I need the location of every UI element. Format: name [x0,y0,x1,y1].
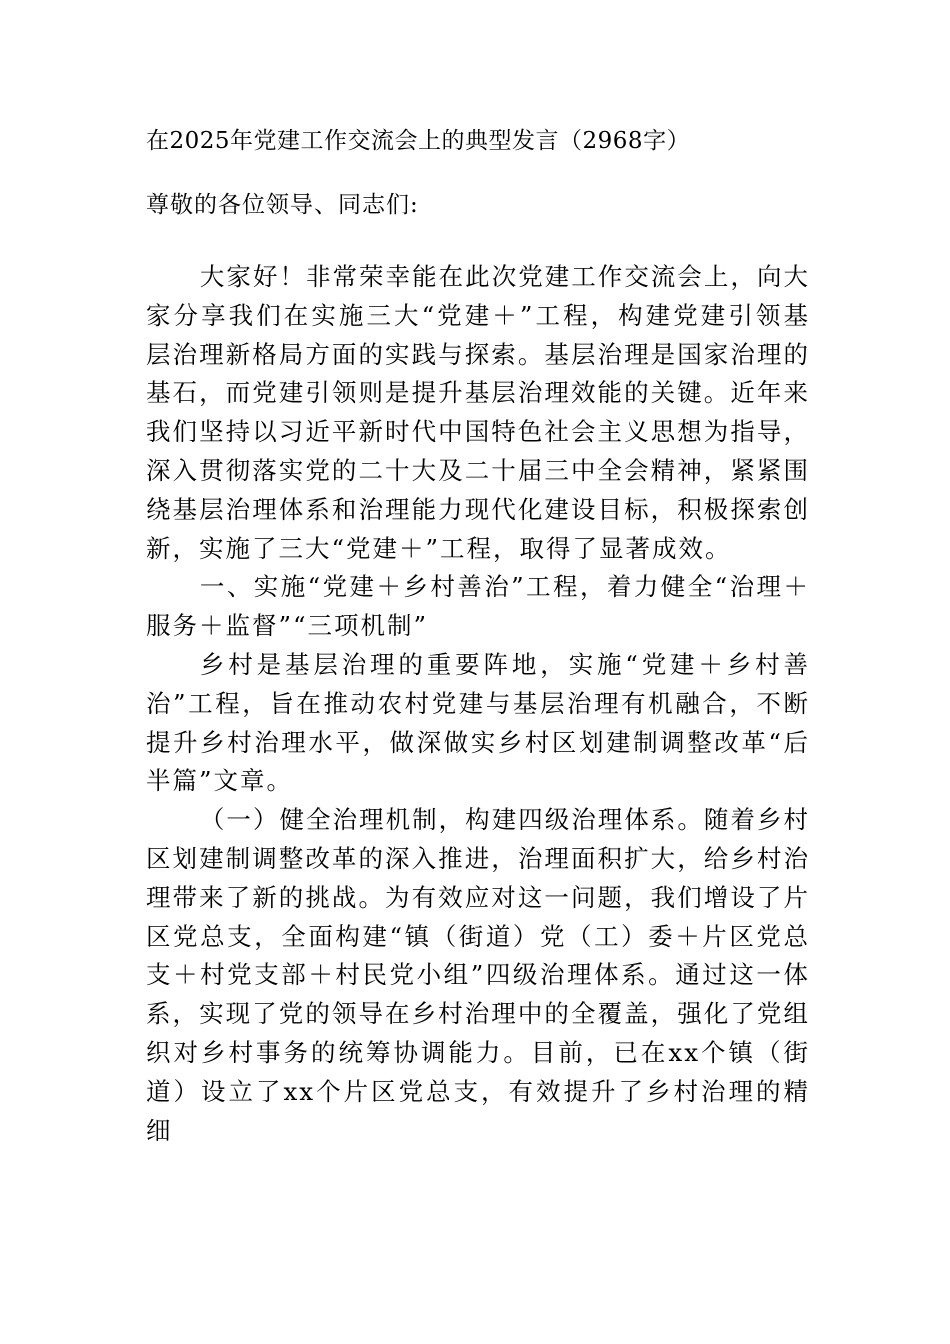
document-title: 在2025年党建工作交流会上的典型发言（2968字） [146,128,691,154]
paragraph-section-1: 乡村是基层治理的重要阵地，实施“党建＋乡村善治”工程，旨在推动农村党建与基层治理有机融合，不断提升乡村治理水平，做深做实乡村区划建制调整改革“后半篇”文章。 [146,649,810,796]
paragraph-intro: 大家好！非常荣幸能在此次党建工作交流会上，向大家分享我们在实施三大“党建＋”工程，构建党建引领基层治理新格局方面的实践与探索。基层治理是国家治理的基石，而党建引领则是提升基层治理效能的关键。近年来我们坚持以习近平新时代中国特色社会主义思想为指导，深入贯彻落实党的二十大及二十届三中全会精神，紧紧围绕基层治理体系和治理能力现代化建设目标，积极探索创新，实施了三大“党建＋”工程，取得了显著成效。 [146,262,810,563]
section-heading-1: 一、实施“党建＋乡村善治”工程，着力健全“治理＋服务＋监督”“三项机制” [146,572,810,641]
document-body [146,258,810,1150]
paragraph-subsection-1: （一）健全治理机制，构建四级治理体系。随着乡村区划建制调整改革的深入推进，治理面积扩大，给乡村治理带来了新的挑战。为有效应对这一问题，我们增设了片区党总支，全面构建“镇（街道）党（工）委＋片区党总支＋村党支部＋村民党小组”四级治理体系。通过这一体系，实现了党的领导在乡村治理中的全覆盖，强化了党组织对乡村事务的统筹协调能力。目前，已在xx个镇（街道）设立了xx个片区党总支，有效提升了乡村治理的精细 [146,805,810,1145]
salutation: 尊敬的各位领导、同志们: [146,192,419,218]
